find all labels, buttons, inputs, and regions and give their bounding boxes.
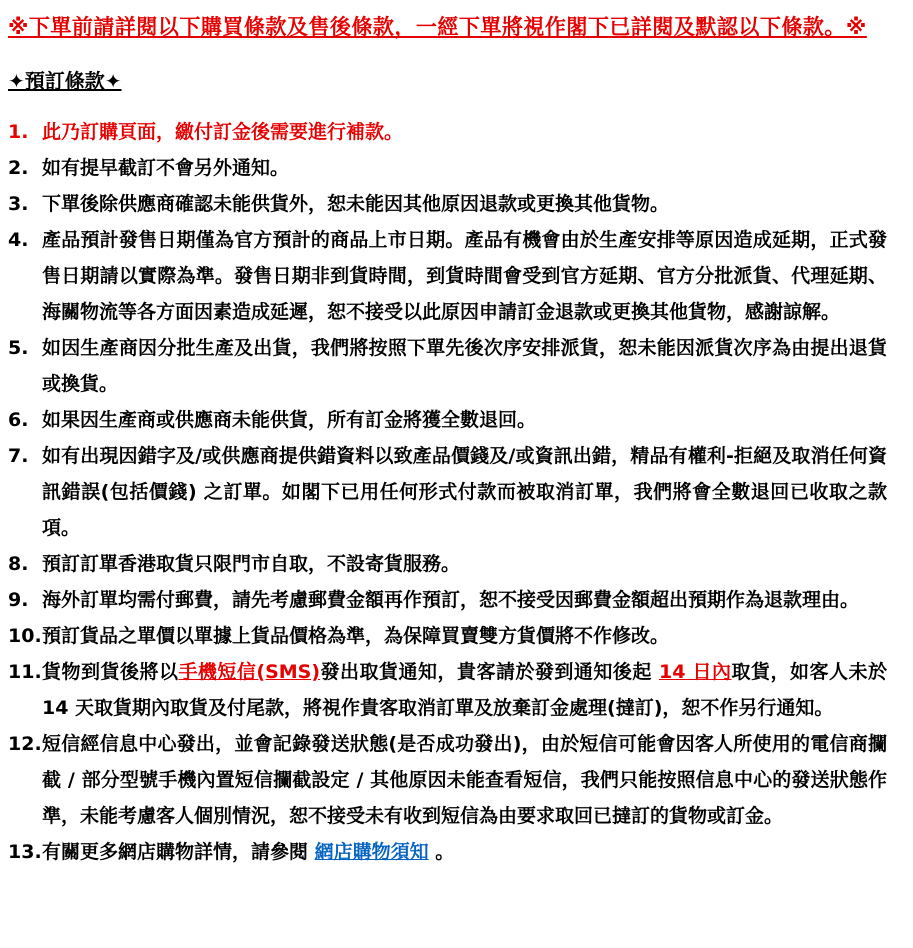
item-number: 13. bbox=[8, 841, 42, 863]
item-text bbox=[42, 582, 887, 618]
list-item bbox=[8, 330, 887, 402]
item-number: 8. bbox=[8, 553, 29, 575]
item-number: 3. bbox=[8, 193, 29, 215]
text-segment: 此乃訂購頁面，繳付訂金後需要進行補款。 bbox=[42, 121, 404, 143]
store-shopping-guide-link[interactable]: 網店購物須知 bbox=[314, 841, 429, 863]
list-item bbox=[8, 114, 887, 150]
item-text bbox=[42, 438, 887, 546]
item-number: 6. bbox=[8, 409, 29, 431]
item-number: 1. bbox=[8, 121, 29, 143]
list-item bbox=[8, 150, 887, 186]
text-segment: 海外訂單均需付郵費，請先考慮郵費金額再作預訂，恕不接受因郵費金額超出預期作為退款理由。 bbox=[42, 589, 860, 611]
text-segment: 貨物到貨後將以 bbox=[42, 661, 179, 683]
text-segment: 下單後除供應商確認未能供貨外，恕未能因其他原因退款或更換其他貨物。 bbox=[42, 193, 670, 215]
list-item bbox=[8, 546, 887, 582]
highlighted-text: 手機短信(SMS) bbox=[178, 661, 321, 683]
text-segment: 如有出現因錯字及/或供應商提供錯資料以致產品價錢及/或資訊出錯，精品有權利-拒絕及取消任何資訊錯誤(包括價錢) 之訂單。如閣下已用任何形式付款而被取消訂單，我們將會全數退回已收取之款項。 bbox=[42, 445, 887, 539]
item-text bbox=[42, 222, 887, 330]
text-segment: 取貨，如客人未於 14 天取貨期內取貨及付尾款，將視作貴客取消訂單及放棄訂金處理(撻訂)，恕不作另行通知。 bbox=[42, 661, 887, 719]
item-number: 4. bbox=[8, 229, 29, 251]
text-segment: 有關更多網店購物詳情，請參閱 bbox=[42, 841, 315, 863]
item-text bbox=[42, 150, 887, 186]
text-segment: 預訂訂單香港取貨只限門市自取，不設寄貨服務。 bbox=[42, 553, 461, 575]
list-item bbox=[8, 438, 887, 546]
list-item bbox=[8, 222, 887, 330]
item-text bbox=[42, 402, 887, 438]
list-item bbox=[8, 186, 887, 222]
list-item bbox=[8, 654, 887, 726]
item-number: 10. bbox=[8, 625, 42, 647]
item-text bbox=[42, 618, 887, 654]
item-number: 9. bbox=[8, 589, 29, 611]
list-item bbox=[8, 726, 887, 834]
list-item bbox=[8, 834, 887, 870]
text-segment: 預訂貨品之單價以單據上貨品價格為準，為保障買賣雙方貨價將不作修改。 bbox=[42, 625, 670, 647]
item-number: 5. bbox=[8, 337, 29, 359]
item-text bbox=[42, 654, 887, 726]
item-text bbox=[42, 114, 887, 150]
list-item bbox=[8, 582, 887, 618]
text-segment: 短信經信息中心發出，並會記錄發送狀態(是否成功發出)，由於短信可能會因客人所使用的電信商攔截 / 部分型號手機內置短信攔截設定 / 其他原因未能查看短信，我們只能按照信息中心的發送狀態作準，未能考慮客人個別情況，恕不接受未有收到短信為由要求取回已撻訂的貨物或訂金。 bbox=[42, 733, 887, 827]
text-segment: 如因生產商因分批生產及出貨，我們將按照下單先後次序安排派貨，恕未能因派貨次序為由提出退貨或換貨。 bbox=[42, 337, 887, 395]
highlighted-text: 14 日內 bbox=[658, 661, 732, 683]
item-number: 11. bbox=[8, 661, 42, 683]
list-item bbox=[8, 618, 887, 654]
text-segment: 如果因生產商或供應商未能供貨，所有訂金將獲全數退回。 bbox=[42, 409, 537, 431]
text-segment: 。 bbox=[428, 841, 455, 863]
item-number: 7. bbox=[8, 445, 29, 467]
item-number: 2. bbox=[8, 157, 29, 179]
text-segment: 產品預計發售日期僅為官方預計的商品上市日期。產品有機會由於生產安排等原因造成延期，正式發售日期請以實際為準。發售日期非到貨時間，到貨時間會受到官方延期、官方分批派貨、代理延期、海關物流等各方面因素造成延遲，恕不接受以此原因申請訂金退款或更換其他貨物，感謝諒解。 bbox=[42, 229, 887, 323]
text-segment: 如有提早截訂不會另外通知。 bbox=[42, 157, 290, 179]
item-text bbox=[42, 726, 887, 834]
section-heading: ✦預訂條款✦ bbox=[8, 69, 122, 93]
item-text bbox=[42, 546, 887, 582]
item-text bbox=[42, 330, 887, 402]
item-text bbox=[42, 834, 887, 870]
terms-list bbox=[8, 114, 887, 870]
item-number: 12. bbox=[8, 733, 42, 755]
item-text bbox=[42, 186, 887, 222]
page-title: ※下單前請詳閱以下購買條款及售後條款，一經下單將視作閣下已詳閱及默認以下條款。※ bbox=[8, 15, 867, 39]
text-segment: 發出取貨通知，貴客請於發到通知後起 bbox=[320, 661, 659, 683]
list-item bbox=[8, 402, 887, 438]
